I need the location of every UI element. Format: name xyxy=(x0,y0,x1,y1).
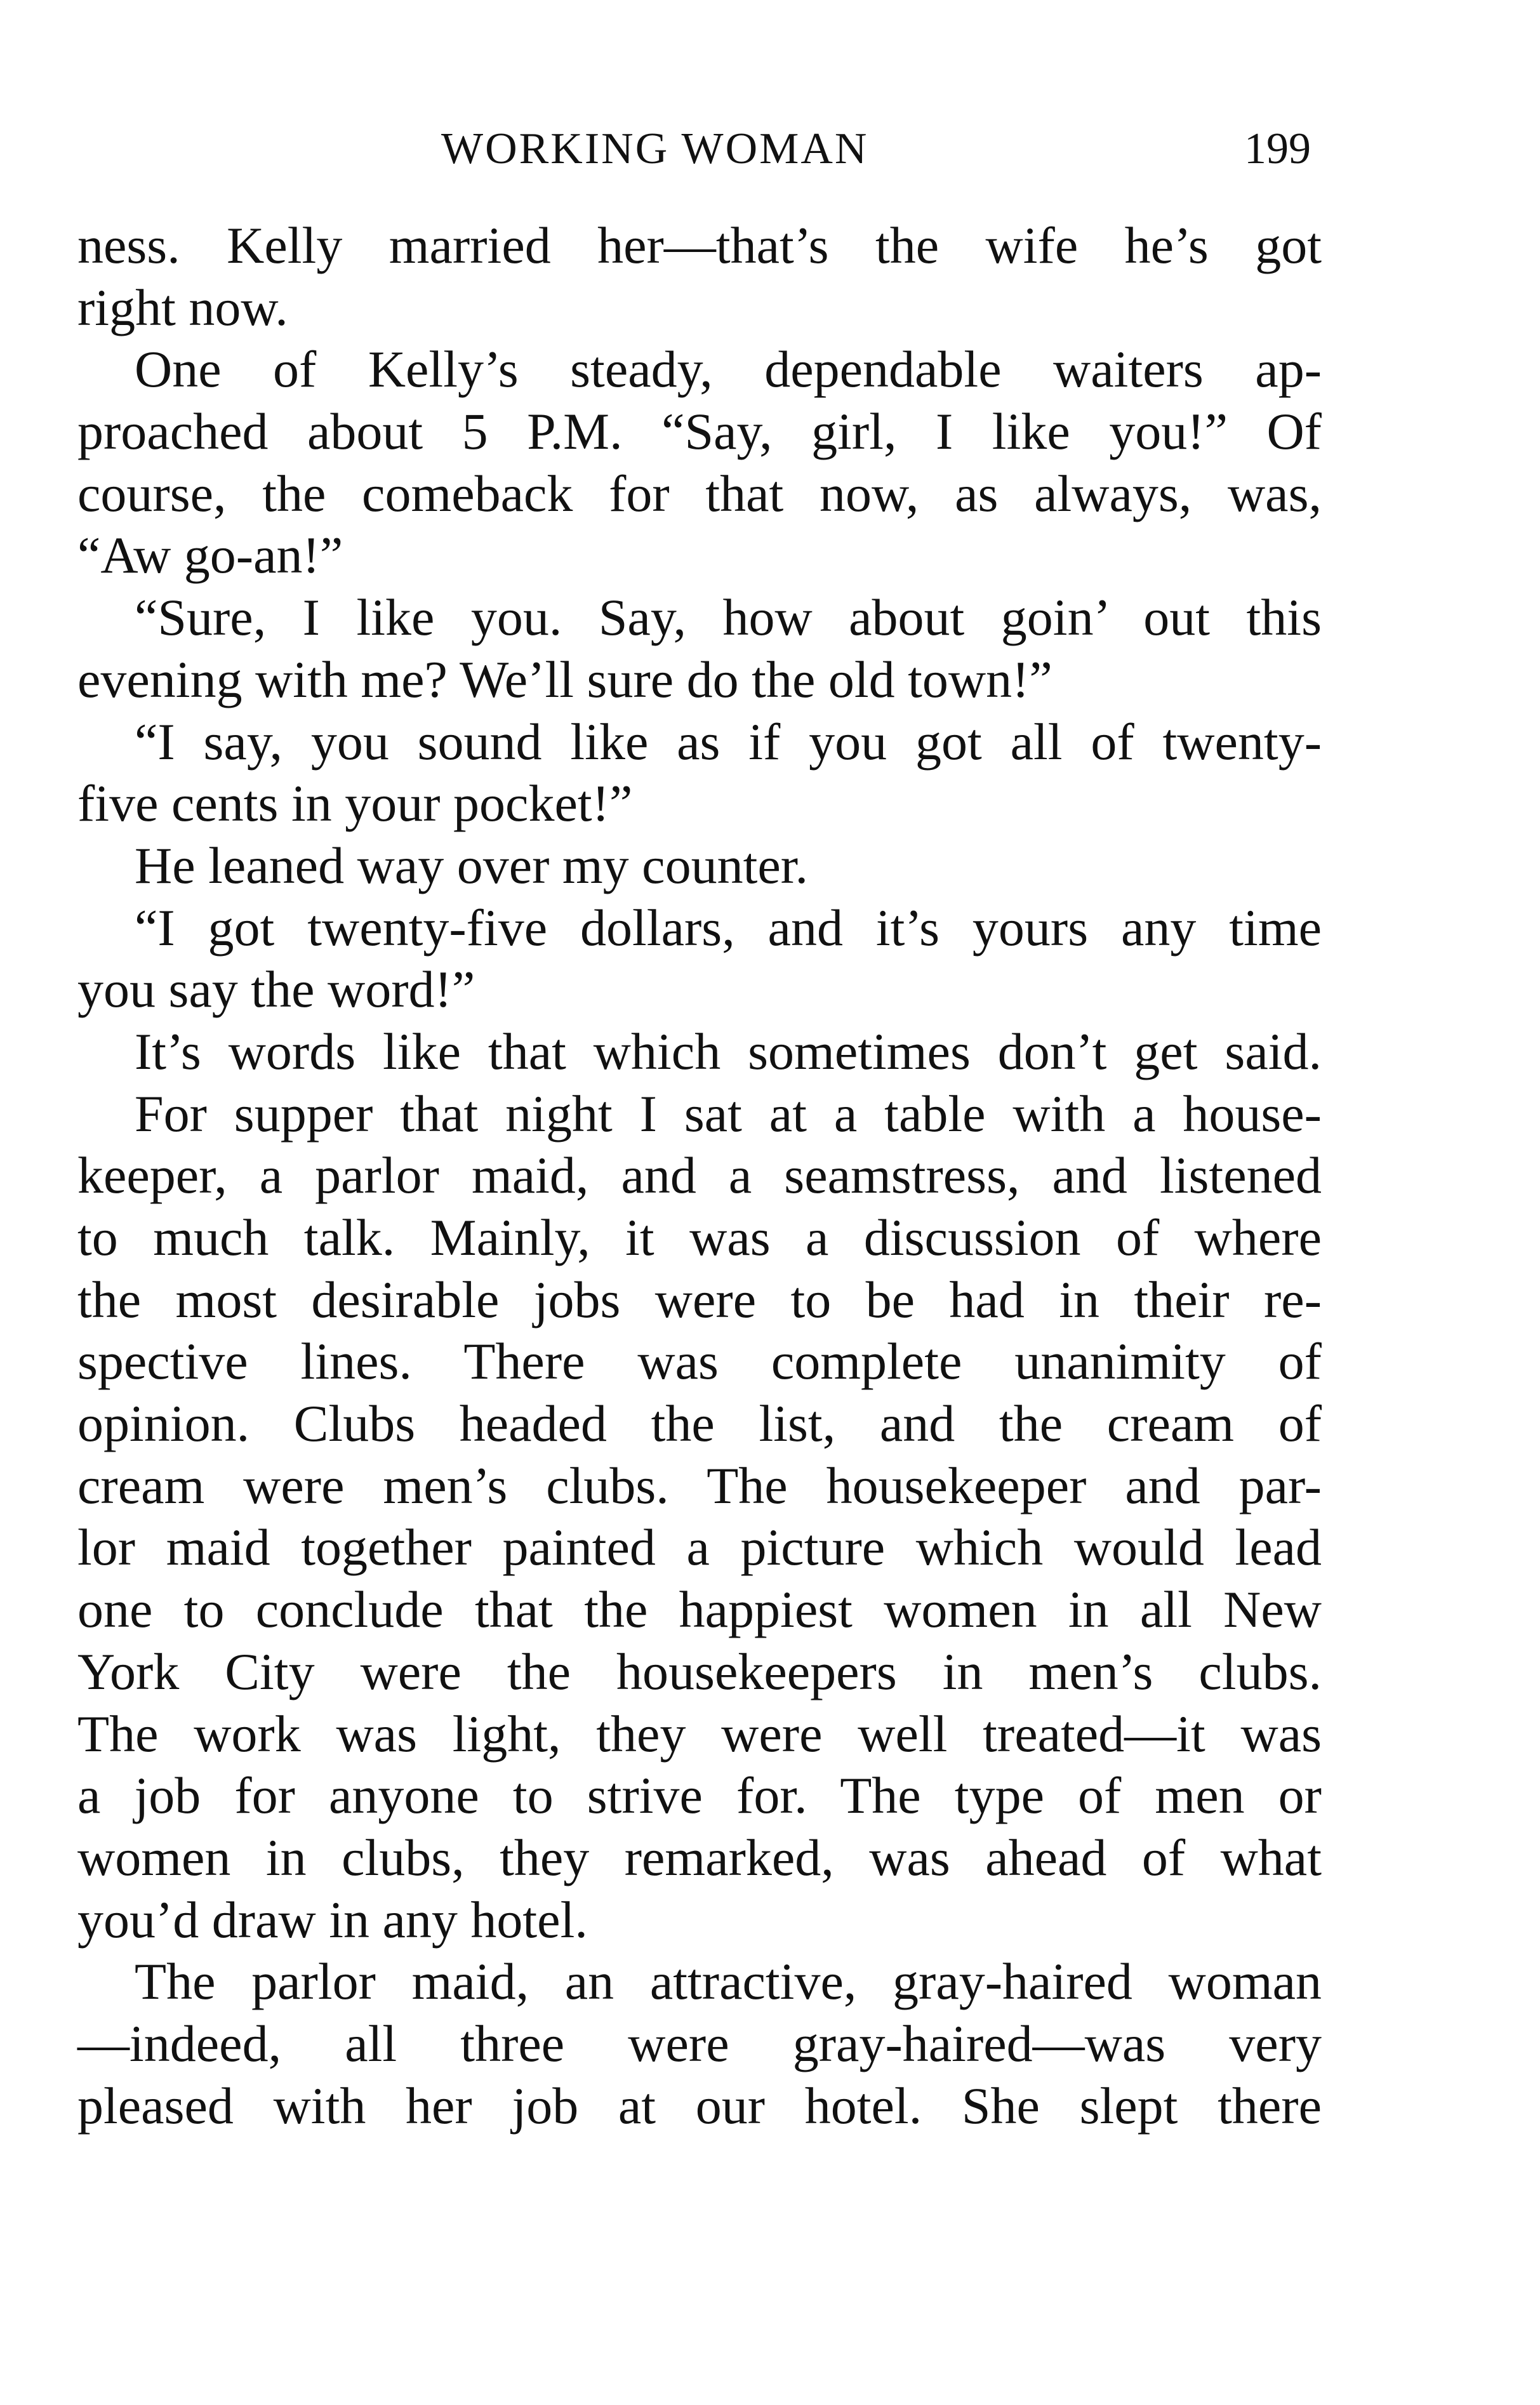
text-line: The work was light, they were well treated—it was xyxy=(77,1704,1322,1763)
text-line: York City were the housekeepers in men’s clubs. xyxy=(77,1642,1322,1700)
text-line: The parlor maid, an attractive, gray-haired woman xyxy=(135,1952,1322,2011)
text-line: five cents in your pocket!” xyxy=(77,774,633,833)
text-line: lor maid together painted a picture which would lead xyxy=(77,1518,1322,1577)
text-line: “I got twenty-five dollars, and it’s yours any time xyxy=(135,898,1322,957)
text-line: For supper that night I sat at a table with a house- xyxy=(135,1084,1322,1143)
text-line: —indeed, all three were gray-haired—was very xyxy=(77,2014,1322,2072)
text-line: cream were men’s clubs. The housekeeper and par- xyxy=(77,1456,1322,1514)
text-line: keeper, a parlor maid, and a seamstress, and listened xyxy=(77,1146,1322,1205)
text-line: women in clubs, they remarked, was ahead of what xyxy=(77,1828,1322,1886)
text-line: pleased with her job at our hotel. She slept there xyxy=(77,2076,1322,2135)
text-line: “I say, you sound like as if you got all of twenty- xyxy=(135,712,1322,771)
text-line: “Sure, I like you. Say, how about goin’ out this xyxy=(135,588,1322,647)
text-line: opinion. Clubs headed the list, and the cream of xyxy=(77,1395,1322,1453)
text-line: It’s words like that which sometimes don’t get said. xyxy=(135,1022,1322,1080)
text-line: to much talk. Mainly, it was a discussion of where xyxy=(77,1209,1322,1266)
text-line: He leaned way over my counter. xyxy=(135,836,809,894)
text-line: one to conclude that the happiest women in all New xyxy=(77,1580,1322,1639)
running-title: WORKING WOMAN xyxy=(441,124,869,173)
body-text xyxy=(77,215,1322,2137)
text-line: “Aw go-an!” xyxy=(77,526,343,585)
text-line: spective lines. There was complete unanimity of xyxy=(77,1332,1322,1391)
text-line: you say the word!” xyxy=(77,960,475,1019)
text-line: a job for anyone to strive for. The type of men or xyxy=(77,1766,1322,1825)
page-header xyxy=(79,121,1317,178)
text-line: One of Kelly’s steady, dependable waiters ap- xyxy=(135,340,1322,399)
page-number: 199 xyxy=(1244,124,1311,173)
text-line: right now. xyxy=(77,278,288,336)
text-line: course, the comeback for that now, as always, was, xyxy=(77,464,1322,522)
text-line: you’d draw in any hotel. xyxy=(77,1890,588,1949)
text-line: the most desirable jobs were to be had in their re- xyxy=(77,1270,1322,1328)
text-line: evening with me? We’ll sure do the old town!” xyxy=(77,650,1052,708)
text-line: proached about 5 P.M. “Say, girl, I like you!” Of xyxy=(77,402,1322,461)
text-line: ness. Kelly married her—that’s the wife he’s got xyxy=(77,216,1322,274)
